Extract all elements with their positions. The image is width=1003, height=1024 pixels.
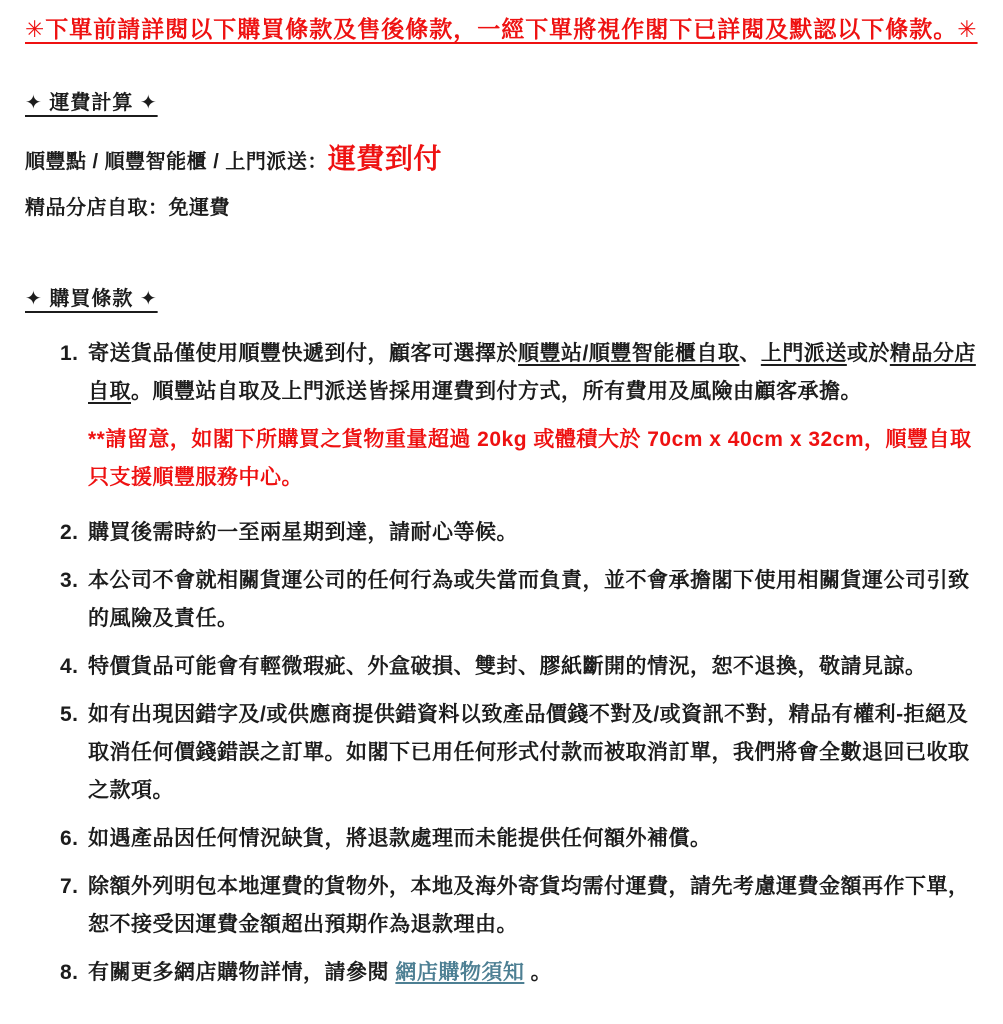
terms-list: [25, 335, 977, 992]
term-segment: 或於: [846, 342, 890, 365]
term-item-3: [60, 562, 977, 638]
term-item-4: [60, 648, 977, 686]
term-item-2: [60, 514, 977, 552]
term-text: [88, 335, 977, 504]
pickup-option-store: 精品分店自取: [88, 342, 976, 403]
weight-limit-warning: **請留意，如閣下所購買之貨物重量超過 20kg 或體積大於 70cm x 40cm x 32cm，順豐自取只支援順豐服務中心。: [88, 428, 972, 489]
item-number: 8.: [60, 961, 79, 984]
term-text: [88, 954, 977, 992]
item-number: 5.: [60, 703, 79, 726]
shipping-methods-text: 順豐點 / 順豐智能櫃 / 上門派送：: [25, 151, 328, 173]
term-text: 如有出現因錯字及/或供應商提供錯資料以致產品價錢不對及/或資訊不對，精品有權利-拒絕及取消任何價錢錯誤之訂單。如閣下已用任何形式付款而被取消訂單，我們將會全數退回已收取之款項。: [88, 703, 970, 802]
section-header-shipping-fee: ✦ 運費計算 ✦: [25, 92, 158, 114]
term-segment: 。順豐站自取及上門派送皆採用運費到付方式，所有費用及風險由顧客承擔。: [131, 380, 862, 403]
item-number: 6.: [60, 827, 79, 850]
term-1-paragraph: [88, 335, 977, 411]
term-text: 本公司不會就相關貨運公司的任何行為或失當而負責，並不會承擔閣下使用相關貨運公司引致的風險及責任。: [88, 569, 970, 630]
section-header-purchase-terms: ✦ 購買條款 ✦: [25, 288, 158, 310]
shipping-methods-line: [25, 141, 977, 180]
term-text: 如遇產品因任何情況缺貨，將退款處理而未能提供任何額外補償。: [88, 827, 712, 850]
pickup-option-home-delivery: 上門派送: [760, 342, 847, 365]
item-number: 3.: [60, 569, 79, 592]
term-item-6: [60, 820, 977, 858]
pickup-option-sf-station: 順豐站/順豐智能櫃自取: [518, 342, 740, 365]
term-segment: 寄送貨品僅使用順豐快遞到付，顧客可選擇於: [88, 342, 518, 365]
term-item-1: [60, 335, 977, 504]
store-pickup-line: 精品分店自取：免運費: [25, 197, 230, 219]
term-segment: 有關更多網店購物詳情，請參閱: [88, 961, 396, 984]
term-segment: 。: [524, 961, 553, 984]
term-item-8: [60, 954, 977, 992]
term-item-7: [60, 868, 977, 944]
term-text: 購買後需時約一至兩星期到達，請耐心等候。: [88, 521, 518, 544]
term-segment: 、: [739, 342, 761, 365]
term-text: 特價貨品可能會有輕微瑕疵、外盒破損、雙封、膠紙斷開的情況，恕不退換，敬請見諒。: [88, 655, 927, 678]
item-number: 2.: [60, 521, 79, 544]
pre-order-notice: ✳下單前請詳閱以下購買條款及售後條款，一經下單將視作閣下已詳閱及默認以下條款。✳: [25, 16, 978, 42]
term-item-5: [60, 696, 977, 810]
freight-collect-label: 運費到付: [327, 143, 442, 174]
item-number: 4.: [60, 655, 79, 678]
item-number: 7.: [60, 875, 79, 898]
term-text: 除額外列明包本地運費的貨物外，本地及海外寄貨均需付運費，請先考慮運費金額再作下單，恕不接受因運費金額超出預期作為退款理由。: [88, 875, 970, 936]
item-number: 1.: [60, 342, 79, 365]
store-shopping-guide-link[interactable]: 網店購物須知: [395, 961, 525, 984]
